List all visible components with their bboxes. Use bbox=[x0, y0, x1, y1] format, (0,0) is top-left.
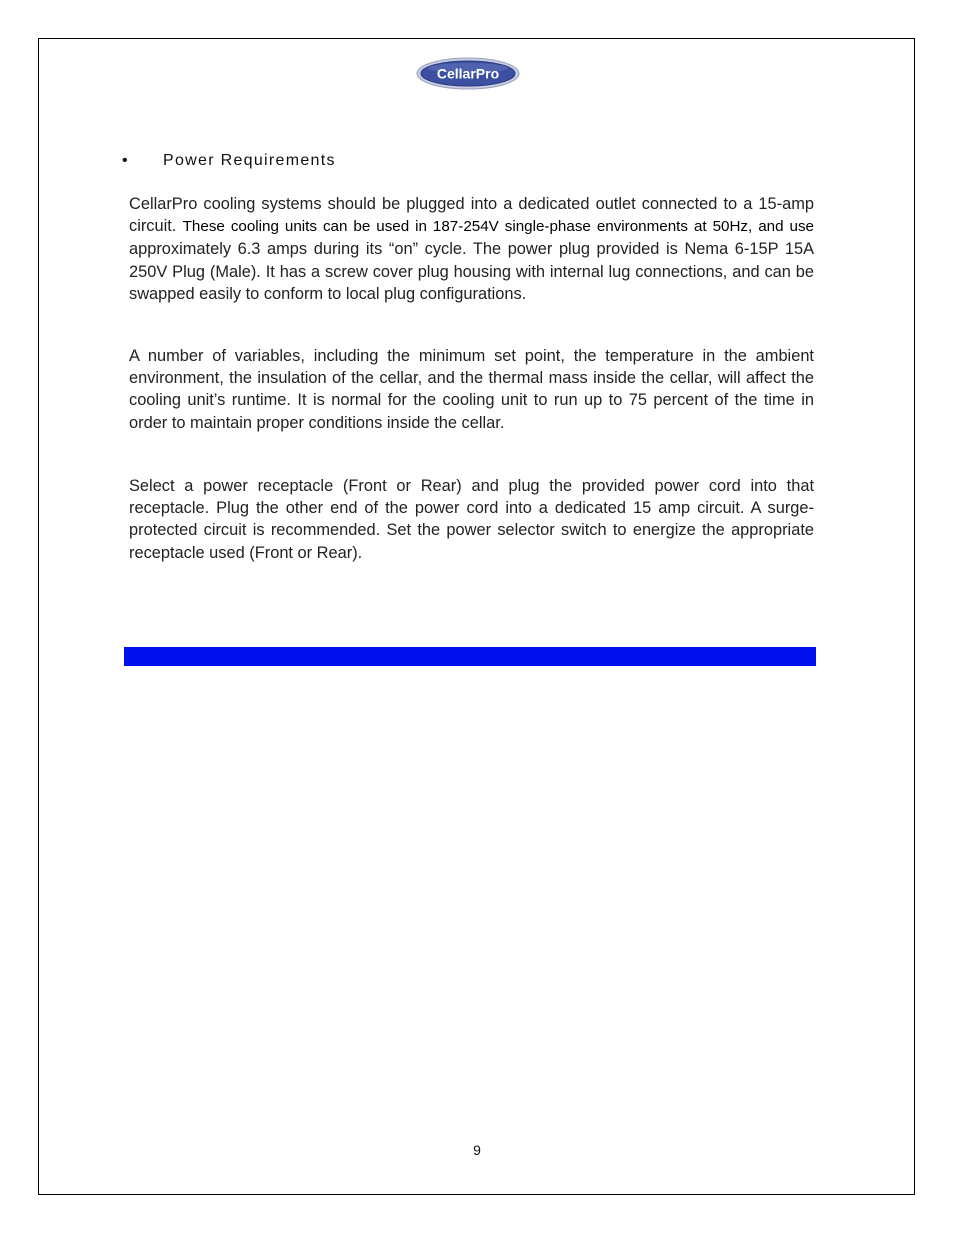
logo-text: CellarPro bbox=[436, 65, 500, 82]
section-title: Power Requirements bbox=[163, 152, 336, 169]
paragraph-1-voltage-spec: These cooling units can be used in 187-254V single-phase environments at 50Hz, and use bbox=[182, 218, 814, 236]
paragraph-receptacle: Select a power receptacle (Front or Rear) and plug the provided power cord into that receptacle. Plug the other end of the power cord into a dedicated 15 amp circuit. A surge-protected circuit is recommended. Set the power selector switch to energize the appropriate receptacle used (Front or Rear). bbox=[129, 477, 814, 562]
paragraph-runtime: A number of variables, including the minimum set point, the temperature in the ambient environment, the insulation of the cellar, and the thermal mass inside the cellar, will affect the cooling unit’s runtime. It is normal for the cooling unit to run up to 75 percent of the time in order to maintain proper conditions inside the cellar. bbox=[129, 347, 814, 432]
cellarpro-logo bbox=[416, 57, 520, 90]
paragraph-power-intro bbox=[129, 193, 814, 305]
paragraph-1-part-3: approximately 6.3 amps during its “on” cycle. The power plug provided is Nema 6-15P 15A 250V Plug (Male). It has a screw cover plug housing with internal lug connections, and can be swapped easily to conform to local plug configurations. bbox=[129, 240, 814, 303]
paragraph-1-part-1: CellarPro cooling systems should be plugged into a dedicated outlet connected to a 15-amp circuit. bbox=[129, 195, 814, 236]
bullet: • bbox=[122, 152, 129, 169]
blue-divider-bar bbox=[124, 647, 816, 666]
page-number: 9 bbox=[473, 1142, 481, 1158]
section-heading bbox=[122, 152, 336, 170]
